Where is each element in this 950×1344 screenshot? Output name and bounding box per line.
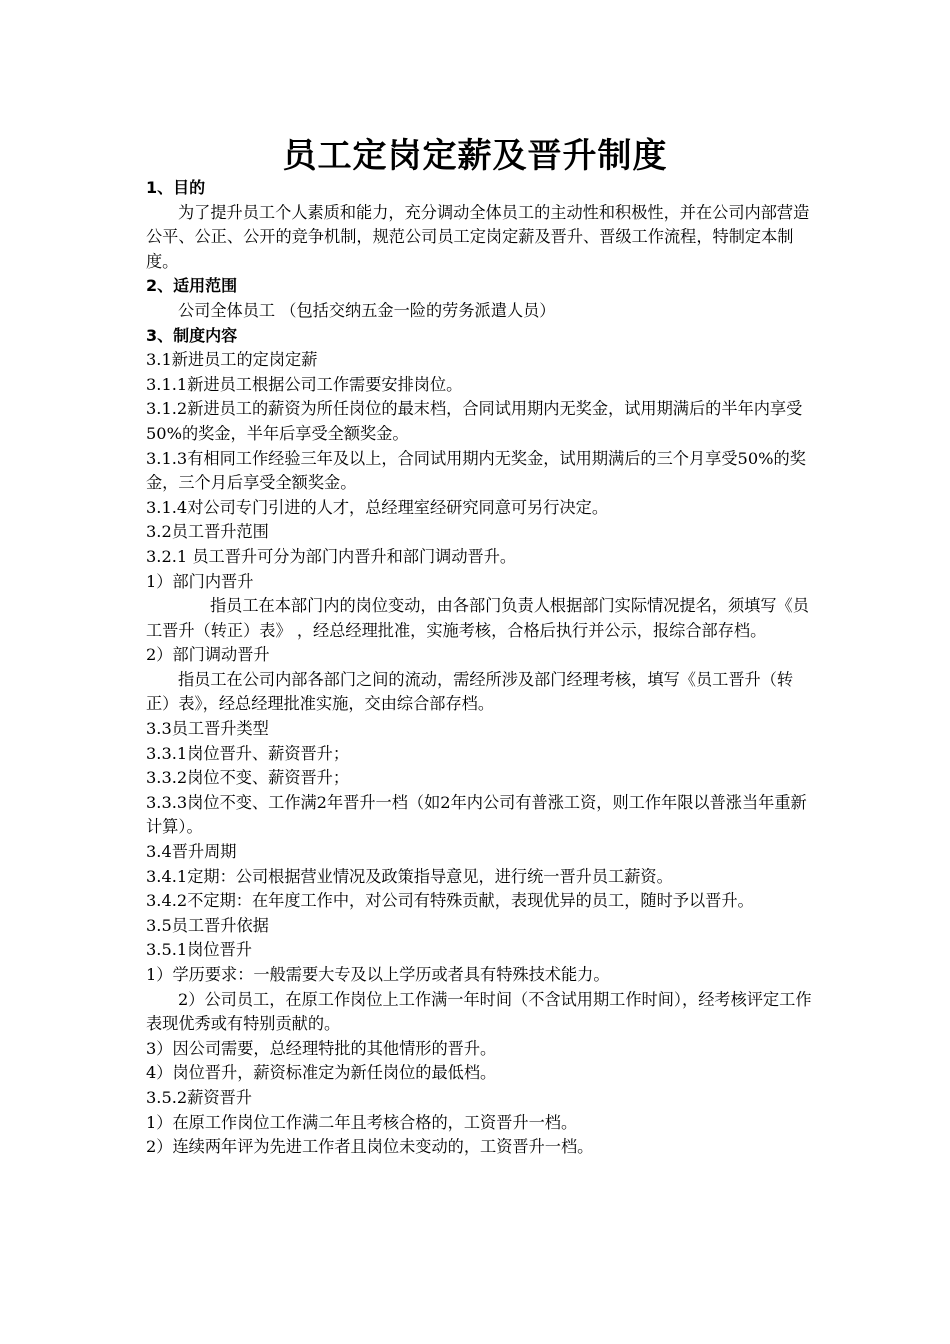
clause-3-5-1: 3.5.1岗位晋升 xyxy=(146,940,252,960)
document-body xyxy=(146,176,816,1160)
clause-3-1: 3.1新进员工的定岗定薪 xyxy=(146,350,318,370)
clause-3-5: 3.5员工晋升依据 xyxy=(146,915,269,935)
clause-3-5-1-item-1: 1）学历要求：一般需要大专及以上学历或者具有特殊技术能力。 xyxy=(146,965,610,984)
clause-3-1-2: 3.1.2新进员工的薪资为所任岗位的最末档，合同试用期内无奖金，试用期满后的半年内享受50%的奖金，半年后享受全额奖金。 xyxy=(146,399,803,443)
clause-3-3-1: 3.3.1岗位晋升、薪资晋升； xyxy=(146,743,350,763)
clause-3-2-1-item-1: 1）部门内晋升 xyxy=(146,571,254,591)
section-heading-purpose: 1、目的 xyxy=(146,178,206,197)
clause-3-5-1-item-4: 4）岗位晋升，薪资标准定为新任岗位的最低档。 xyxy=(146,1063,497,1083)
clause-3-5-2: 3.5.2薪资晋升 xyxy=(146,1087,252,1107)
clause-3-4-1: 3.4.1定期：公司根据营业情况及政策指导意见，进行统一晋升员工薪资。 xyxy=(146,866,673,886)
purpose-paragraph: 为了提升员工个人素质和能力，充分调动全体员工的主动性和积极性，并在公司内部营造公平、公正、公开的竞争机制，规范公司员工定岗定薪及晋升、晋级工作流程，特制定本制度。 xyxy=(146,202,810,271)
clause-3-2-1-item-2-text: 指员工在公司内部各部门之间的流动，需经所涉及部门经理考核，填写《员工晋升（转正）表》，经总经理批准实施，交由综合部存档。 xyxy=(146,669,794,714)
clause-3-1-1: 3.1.1新进员工根据公司工作需要安排岗位。 xyxy=(146,374,463,394)
section-heading-scope: 2、适用范围 xyxy=(146,276,238,296)
clause-3-5-2-item-2: 2）连续两年评为先进工作者且岗位未变动的，工资晋升一档。 xyxy=(146,1137,594,1157)
clause-3-4-2: 3.4.2不定期：在年度工作中，对公司有特殊贡献，表现优异的员工，随时予以晋升。 xyxy=(146,891,754,911)
clause-3-1-4: 3.1.4对公司专门引进的人才，总经理室经研究同意可另行决定。 xyxy=(146,497,609,517)
clause-3-2-1: 3.2.1 员工晋升可分为部门内晋升和部门调动晋升。 xyxy=(146,546,517,566)
clause-3-5-2-item-1: 1）在原工作岗位工作满二年且考核合格的，工资晋升一档。 xyxy=(146,1112,578,1132)
clause-3-5-1-item-2: 2）公司员工，在原工作岗位上工作满一年时间（不含试用期工作时间），经考核评定工作表现优秀或有特别贡献的。 xyxy=(146,989,812,1034)
clause-3-4: 3.4晋升周期 xyxy=(146,842,237,862)
clause-3-2-1-item-2: 2）部门调动晋升 xyxy=(146,645,270,665)
clause-3-5-1-item-3: 3）因公司需要，总经理特批的其他情形的晋升。 xyxy=(146,1038,497,1058)
clause-3-2-1-item-1-text: 指员工在本部门内的岗位变动，由各部门负责人根据部门实际情况提名，须填写《员工晋升（转正）表》 ，经总经理批准，实施考核，合格后执行并公示，报综合部存档。 xyxy=(146,596,809,640)
scope-paragraph: 公司全体员工 （包括交纳五金一险的劳务派遣人员） xyxy=(178,300,556,320)
clause-3-2: 3.2员工晋升范围 xyxy=(146,522,269,542)
clause-3-1-3: 3.1.3有相同工作经验三年及以上，合同试用期内无奖金，试用期满后的三个月享受50%的奖金，三个月后享受全额奖金。 xyxy=(146,448,806,493)
section-heading-content: 3、制度内容 xyxy=(146,325,238,345)
document-title: 员工定岗定薪及晋升制度 xyxy=(282,136,668,176)
clause-3-3: 3.3员工晋升类型 xyxy=(146,719,269,739)
clause-3-3-3: 3.3.3岗位不变、工作满2年晋升一档（如2年内公司有普涨工资，则工作年限以普涨当年重新计算）。 xyxy=(146,792,807,837)
clause-3-3-2: 3.3.2岗位不变、薪资晋升； xyxy=(146,768,350,788)
